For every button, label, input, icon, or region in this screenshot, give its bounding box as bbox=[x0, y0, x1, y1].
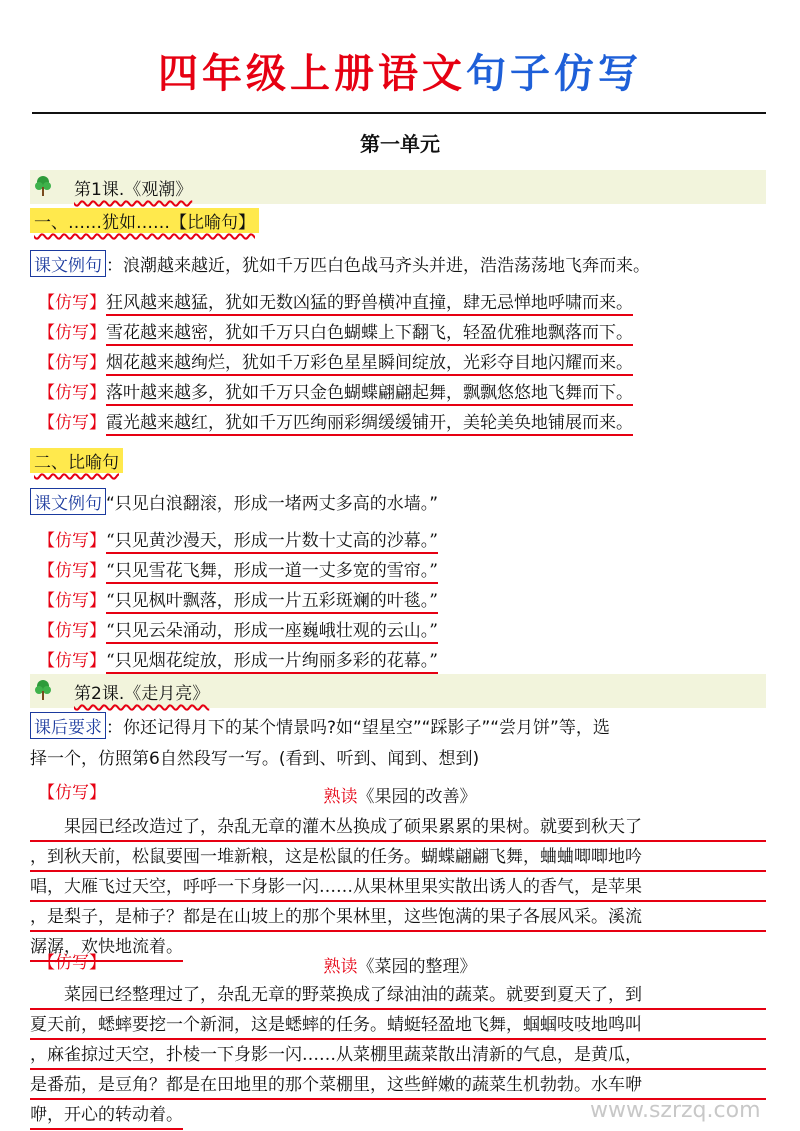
imitation-row: 【仿写】雪花越来越密，犹如千万只白色蝴蝶上下翻飞，轻盈优雅地飘落而下。 bbox=[38, 318, 633, 343]
lesson-2-title: 第2课.《走月亮》 bbox=[74, 684, 210, 704]
lesson-1-bar bbox=[30, 170, 766, 204]
tree-icon bbox=[34, 175, 52, 197]
unit-heading: 第一单元 bbox=[360, 132, 440, 156]
watermark: www.szrzq.com bbox=[590, 1098, 761, 1123]
imitation-row: 【仿写】“只见黄沙漫天，形成一片数十丈高的沙幕。” bbox=[38, 526, 438, 551]
requirement-line-2: 择一个，仿照第6自然段写一写。(看到、听到、闻到、想到) bbox=[30, 749, 480, 769]
imitation-row: 【仿写】“只见雪花飞舞，形成一道一丈多宽的雪帘。” bbox=[38, 556, 438, 581]
lesson-1-title: 第1课.《观潮》 bbox=[74, 180, 193, 200]
section-1-heading: 一、……犹如……【比喻句】 bbox=[30, 208, 259, 233]
example-label: 课文例句 bbox=[30, 488, 106, 515]
requirement-label: 课后要求 bbox=[30, 712, 106, 739]
example-text: ：浪潮越来越近，犹如千万匹白色战马齐头并进，浩浩荡荡地飞奔而来。 bbox=[106, 256, 650, 276]
title-divider bbox=[32, 112, 766, 114]
imitation-row: 【仿写】烟花越来越绚烂，犹如千万彩色星星瞬间绽放，光彩夺目地闪耀而来。 bbox=[38, 348, 633, 373]
imitation-row: 【仿写】狂风越来越猛，犹如无数凶猛的野兽横冲直撞，肆无忌惮地呼啸而来。 bbox=[38, 288, 633, 313]
tree-icon bbox=[34, 679, 52, 701]
imitation-paragraph-1: 果园已经改造过了，杂乱无章的灌木丛换成了硕果累累的果树。就要到秋天了 ，到秋天前，松鼠要囤一堆新粮，这是松鼠的任务。蝴蝶翩翩飞舞，蛐蛐唧唧地吟 唱，大雁飞过天空，呼呼一下身影一闪……从果林里果实散出诱人的香气，是苹果 ，是梨子，是柿子？都是在山坡上的那个果林里，这些饱满的果子各展风采。溪流 潺潺，欢快地流着。 bbox=[30, 812, 766, 962]
imitation-tag: 【仿写】 bbox=[38, 783, 106, 803]
imitation-row: 【仿写】“只见枫叶飘落，形成一片五彩斑斓的叶毯。” bbox=[38, 586, 438, 611]
requirement-line-1: 课后要求 ：你还记得月下的某个情景吗?如“望星空”“踩影子”“尝月饼”等，选 bbox=[30, 712, 610, 739]
read-title: 熟读《果园的改善》 bbox=[323, 787, 477, 807]
section-2-heading: 二、比喻句 bbox=[30, 448, 123, 473]
lesson-2-bar bbox=[30, 674, 766, 708]
imitation-row: 【仿写】“只见云朵涌动，形成一座巍峨壮观的云山。” bbox=[38, 616, 438, 641]
example-text: “只见白浪翻滚，形成一堵两丈多高的水墙。” bbox=[106, 494, 439, 514]
imitation-tag: 【仿写】 bbox=[38, 953, 106, 973]
read-title: 熟读《菜园的整理》 bbox=[323, 957, 477, 977]
imitation-paragraph-2: 菜园已经整理过了，杂乱无章的野菜换成了绿油油的蔬菜。就要到夏天了，到 夏天前，蟋蟀要挖一个新洞，这是蟋蟀的任务。蜻蜓轻盈地飞舞，蝈蝈吱吱地鸣叫 ，麻雀掠过天空，扑棱一下身影一闪……从菜棚里蔬菜散出清新的气息，是黄瓜， 是番茄，是豆角？都是在田地里的那个菜棚里，这些鲜嫩的蔬菜生机勃勃。水车咿 咿，开心的转动着。 bbox=[30, 980, 766, 1130]
imitation-row: 【仿写】落叶越来越多，犹如千万只金色蝴蝶翩翩起舞，飘飘悠悠地飞舞而下。 bbox=[38, 378, 633, 403]
section-1-example bbox=[30, 250, 650, 277]
imitation-row: 【仿写】霞光越来越红，犹如千万匹绚丽彩绸缓缓铺开，美轮美奂地铺展而来。 bbox=[38, 408, 633, 433]
page-title: 四年级上册语文句子仿写 bbox=[158, 51, 642, 97]
imitation-row: 【仿写】“只见烟花绽放，形成一片绚丽多彩的花幕。” bbox=[38, 646, 438, 671]
example-label: 课文例句 bbox=[30, 250, 106, 277]
section-2-example bbox=[30, 488, 438, 515]
